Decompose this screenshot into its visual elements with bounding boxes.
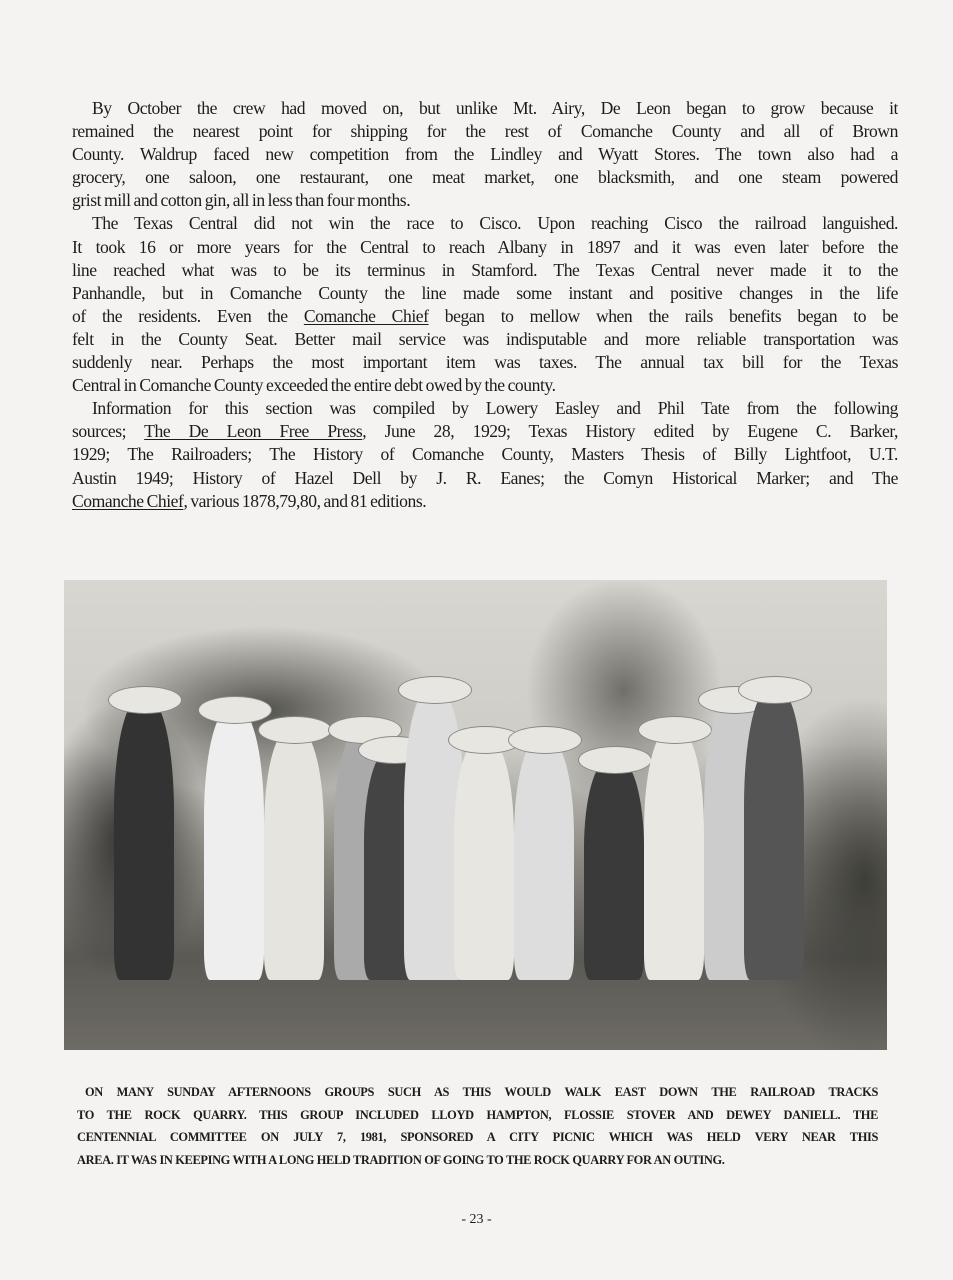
text-line [72, 328, 898, 351]
text-line [72, 305, 898, 328]
text-segment: By October the crew had moved on, but unlike Mt. Airy, De Leon began to grow because it [92, 98, 898, 118]
hat [738, 676, 812, 704]
publication-title: Comanche Chief [72, 490, 184, 511]
text-segment: began to mellow when the rails benefits began to be [428, 305, 898, 326]
hat [508, 726, 582, 754]
publication-title: The De Leon Free Press [144, 421, 363, 442]
publication-title: Comanche Chief [303, 305, 429, 326]
text-segment: The Texas Central did not win the race to Cisco. Upon reaching Cisco the railroad languished. [92, 213, 898, 234]
text-segment: sources; [72, 421, 145, 442]
text-segment: grocery, one saloon, one restaurant, one meat market, one blacksmith, and one steam powered [72, 167, 898, 188]
text-segment: suddenly near. Perhaps the most important item was taxes. The annual tax bill for the Texas [72, 352, 898, 373]
person-figure [264, 730, 324, 980]
person-figure [114, 700, 174, 980]
text-segment: Panhandle, but in Comanche County the line made some instant and positive changes in the life [72, 282, 898, 303]
text-line [72, 143, 898, 166]
text-line [72, 259, 898, 282]
body-text [72, 97, 898, 513]
text-line [72, 490, 898, 513]
text-segment: of the residents. Even the [72, 305, 304, 326]
hat [198, 696, 272, 724]
hat [258, 716, 332, 744]
text-line [72, 97, 898, 120]
text-line [72, 282, 898, 305]
text-segment: felt in the County Seat. Better mail service was indisputable and more reliable transportation was [72, 328, 898, 349]
text-line [72, 374, 898, 397]
hat [578, 746, 652, 774]
text-segment: Central in Comanche County exceeded the entire debt owed by the county. [72, 375, 556, 396]
text-line [72, 443, 898, 466]
person-figure [514, 740, 574, 980]
caption-line: CENTENNIAL COMMITTEE ON JULY 7, 1981, SPONSORED A CITY PICNIC WHICH WAS HELD VERY NEAR THIS [77, 1130, 878, 1144]
text-segment: remained the nearest point for shipping for the rest of Comanche County and all of Brown [72, 121, 898, 142]
text-line [72, 120, 898, 143]
text-segment: Austin 1949; History of Hazel Dell by J. R. Eanes; the Comyn Historical Marker; and The [72, 467, 898, 488]
text-segment: County. Waldrup faced new competition from the Lindley and Wyatt Stores. The town also had a [72, 144, 898, 165]
text-segment: Information for this section was compiled by Lowery Easley and Phil Tate from the following [92, 398, 898, 419]
page-number: - 23 - [461, 1212, 492, 1227]
text-line [72, 189, 898, 212]
text-segment: line reached what was to be its terminus in Stamford. The Texas Central never made it to the [72, 259, 898, 280]
text-line [72, 351, 898, 374]
person-figure [584, 760, 644, 980]
text-line [72, 212, 898, 235]
text-segment: , June 28, 1929; Texas History edited by Eugene C. Barker, [362, 421, 898, 442]
group-photograph [64, 580, 887, 1050]
hat [638, 716, 712, 744]
text-line [72, 236, 898, 259]
text-line [72, 467, 898, 490]
person-figure [454, 740, 514, 980]
text-segment: 1929; The Railroaders; The History of Comanche County, Masters Thesis of Billy Lightfoot, U.T. [72, 444, 898, 465]
person-figure [644, 730, 704, 980]
caption-line: TO THE ROCK QUARRY. THIS GROUP INCLUDED LLOYD HAMPTON, FLOSSIE STOVER AND DEWEY DANIELL. THE [77, 1107, 878, 1122]
caption-line: ON MANY SUNDAY AFTERNOONS GROUPS SUCH AS THIS WOULD WALK EAST DOWN THE RAILROAD TRACKS [85, 1085, 878, 1099]
hat [398, 676, 472, 704]
person-figure [744, 690, 804, 980]
text-line [72, 420, 898, 443]
hat [108, 686, 182, 714]
caption-line: AREA. IT WAS IN KEEPING WITH A LONG HELD TRADITION OF GOING TO THE ROCK QUARRY FOR AN OUTING. [77, 1152, 725, 1167]
text-segment: It took 16 or more years for the Central to reach Albany in 1897 and it was even later before the [72, 236, 898, 257]
text-line [72, 166, 898, 189]
text-segment: grist mill and cotton gin, all in less than four months. [72, 190, 411, 211]
text-line [72, 397, 898, 420]
text-segment: , various 1878,79,80, and 81 editions. [183, 490, 427, 511]
person-figure [204, 710, 264, 980]
photo-caption [77, 1081, 878, 1171]
